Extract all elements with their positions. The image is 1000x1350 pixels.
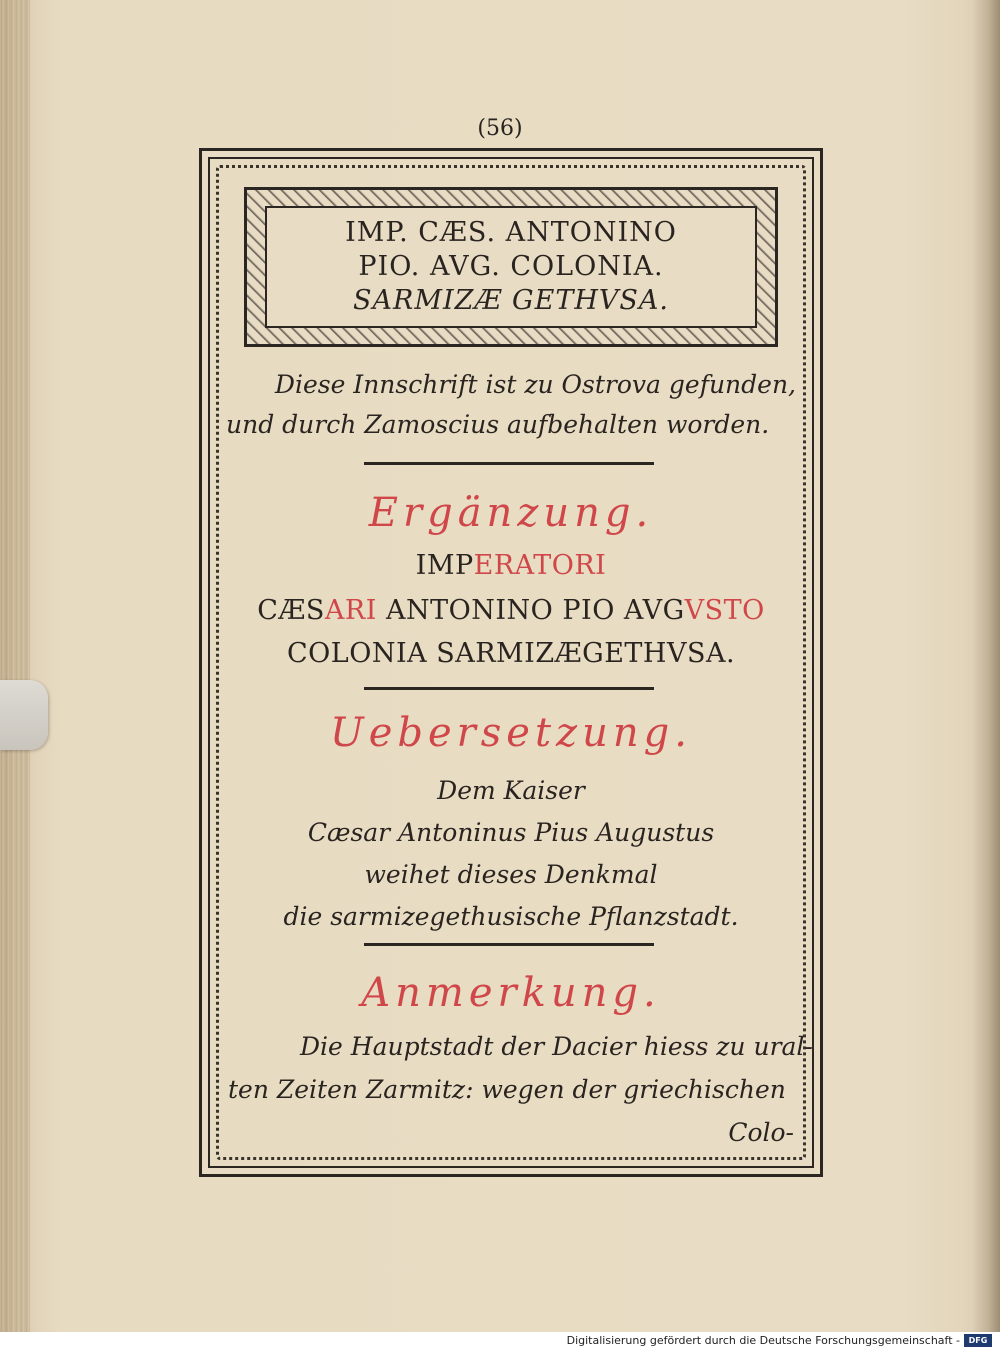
ergaenzung-line-2 (199, 595, 823, 626)
ergaenzung-line-2-black-a: CÆS (257, 595, 325, 626)
note-line-3: Colo- (728, 1118, 794, 1147)
ergaenzung-line-3: COLONIA SARMIZÆGETHVSA. (286, 638, 736, 669)
heading-ergaenzung: Ergänzung. (368, 490, 654, 536)
translation-block (199, 770, 823, 938)
page-clip (0, 680, 48, 750)
intro-line-2: und durch Zamoscius aufbehalten worden. (226, 410, 770, 439)
heading-uebersetzung: Uebersetzung. (330, 710, 692, 756)
intro-line-1: Diese Innschrift ist zu Ostrova gefunden, (274, 370, 796, 399)
translation-line-4: die sarmizegethusische Pflanzstadt. (283, 902, 739, 931)
translation-line-3: weihet dieses Denkmal (364, 860, 658, 889)
ergaenzung-line-2-black-b: ANTONINO PIO AVG (376, 595, 685, 626)
divider-rule-2 (364, 687, 654, 690)
note-paragraph (228, 1025, 813, 1154)
left-page-stack (0, 0, 30, 1332)
note-line-1: Die Hauptstadt der Dacier hiess zu ural- (300, 1032, 813, 1061)
note-line-2: ten Zeiten Zarmitz: wegen der griechischen (228, 1075, 786, 1104)
ergaenzung-line-2-red-a: ARI (324, 595, 377, 626)
translation-line-2: Cæsar Antoninus Pius Augustus (307, 818, 715, 847)
intro-paragraph (226, 365, 796, 445)
heading-anmerkung: Anmerkung. (361, 970, 661, 1016)
ergaenzung-line-1-red: ERATORI (473, 550, 607, 581)
inscription-panel (265, 206, 757, 328)
translation-line-1: Dem Kaiser (437, 776, 585, 805)
ergaenzung-line-2-red-b: VSTO (684, 595, 765, 626)
inscription-line-2: PIO. AVG. COLONIA. (358, 251, 664, 282)
divider-rule-3 (364, 943, 654, 946)
inscription-cartouche (244, 187, 778, 347)
ergaenzung-line-1-black: IMP (415, 550, 474, 581)
footer-credit: Digitalisierung gefördert durch die Deutsche Forschungsgemeinschaft - (566, 1334, 960, 1347)
inscription-line-3: SARMIZÆ GETHVSA. (353, 285, 669, 316)
page-number: (56) (477, 116, 523, 141)
ergaenzung-line-1 (199, 550, 823, 581)
right-page-shadow (972, 0, 1000, 1332)
footer-bar (0, 1332, 1000, 1350)
dfg-logo: DFG (964, 1334, 992, 1347)
inscription-line-1: IMP. CÆS. ANTONINO (345, 217, 677, 248)
divider-rule-1 (364, 462, 654, 465)
